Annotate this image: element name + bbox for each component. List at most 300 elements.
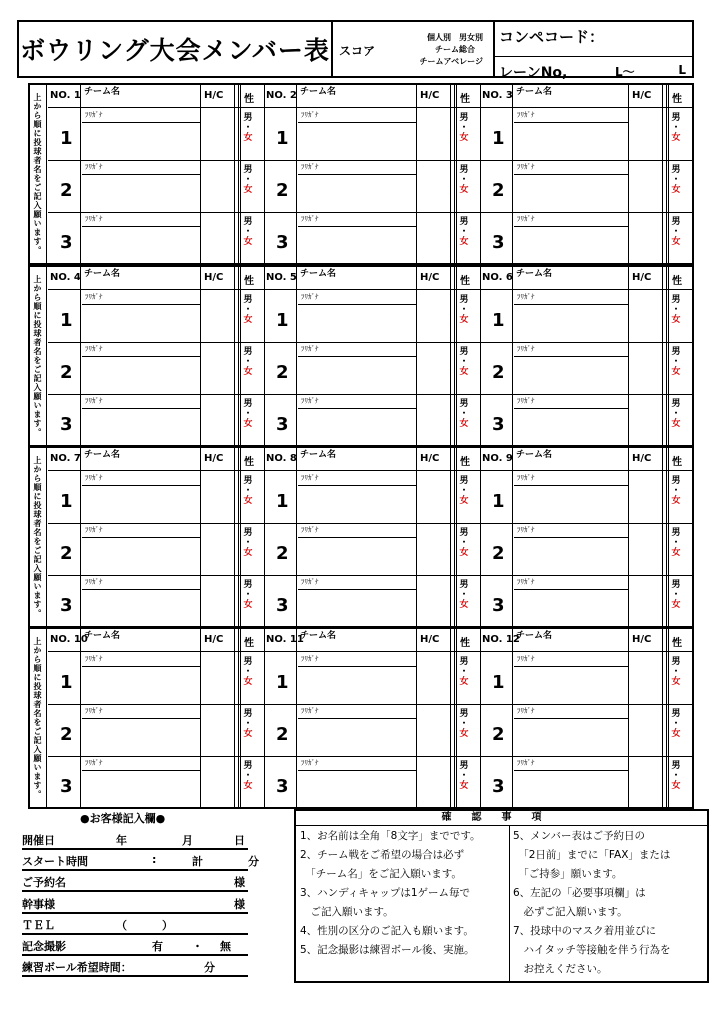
confirm-item: 5、メンバー表はご予約日の <box>513 830 645 842</box>
sex-label: 性 <box>244 457 254 468</box>
female-option: 女 <box>459 367 469 377</box>
female-option: 女 <box>459 133 469 143</box>
sex-options <box>670 709 682 739</box>
team-section <box>480 629 692 807</box>
female-option: 女 <box>671 781 681 791</box>
furigana-label: ﾌﾘｶﾞﾅ <box>85 526 103 534</box>
male-option: 男 <box>459 399 469 409</box>
separator-dot: ・ <box>671 305 681 315</box>
guest-form-row[interactable] <box>22 915 248 935</box>
confirm-item: 4、性別の区分のご記入も願います。 <box>300 925 474 937</box>
player-number: 1 <box>492 310 505 331</box>
furigana-label: ﾌﾘｶﾞﾅ <box>517 215 535 223</box>
hc-label: H/C <box>420 634 440 645</box>
male-option: 男 <box>243 217 253 227</box>
sex-options <box>242 217 254 247</box>
team-name-label: チーム名 <box>516 87 553 97</box>
confirm-item: 3、ハンディキャップは1ゲーム毎で <box>300 887 471 899</box>
guest-form-row[interactable] <box>22 872 248 892</box>
player-row <box>264 652 480 705</box>
confirm-item: 「ご持参」願います。 <box>513 868 623 880</box>
player-row <box>264 575 480 627</box>
furigana-label: ﾌﾘｶﾞﾅ <box>517 111 535 119</box>
player-number: 2 <box>60 362 73 383</box>
guest-form-row[interactable] <box>22 851 259 871</box>
sex-label: 性 <box>460 94 470 105</box>
separator-dot: ・ <box>243 175 253 185</box>
furigana-label: ﾌﾘｶﾞﾅ <box>517 759 535 767</box>
female-option: 女 <box>459 315 469 325</box>
side-instruction: 上から順に投球者名をご記入願います。 <box>33 637 42 799</box>
score-option: チーム総合 <box>435 45 475 54</box>
female-option: 女 <box>459 600 469 610</box>
separator-dot: ・ <box>459 305 469 315</box>
female-option: 女 <box>243 677 253 687</box>
separator-dot: ・ <box>459 409 469 419</box>
player-row <box>480 575 692 627</box>
team-section <box>264 85 481 263</box>
sex-label: 性 <box>672 638 682 649</box>
sex-options <box>458 165 470 195</box>
sex-options <box>242 709 254 739</box>
confirm-item: ハイタッチ等接触を伴う行為を <box>513 944 671 956</box>
male-option: 男 <box>459 295 469 305</box>
player-number: 3 <box>60 414 73 435</box>
sex-options <box>670 580 682 610</box>
furigana-label: ﾌﾘｶﾞﾅ <box>301 163 319 171</box>
player-number: 3 <box>276 595 289 616</box>
furigana-label: ﾌﾘｶﾞﾅ <box>517 163 535 171</box>
furigana-label: ﾌﾘｶﾞﾅ <box>301 655 319 663</box>
sex-options <box>458 399 470 429</box>
team-number: NO. 1 <box>50 90 81 101</box>
team-name-label: チーム名 <box>300 87 337 97</box>
sex-label: 性 <box>244 276 254 287</box>
female-option: 女 <box>459 185 469 195</box>
player-row <box>48 652 264 705</box>
team-section <box>264 629 481 807</box>
guest-form-row[interactable] <box>22 830 248 850</box>
female-option: 女 <box>243 237 253 247</box>
player-number: 3 <box>492 232 505 253</box>
player-number: 1 <box>492 491 505 512</box>
separator-dot: ・ <box>459 590 469 600</box>
team-section <box>48 629 265 807</box>
hc-label: H/C <box>204 453 224 464</box>
player-row <box>264 108 480 161</box>
player-row <box>48 756 264 808</box>
separator-dot: ・ <box>243 771 253 781</box>
sex-label: 性 <box>244 94 254 105</box>
sex-options <box>670 113 682 143</box>
player-number: 2 <box>492 362 505 383</box>
separator-dot: ・ <box>671 590 681 600</box>
separator-dot: ・ <box>671 771 681 781</box>
player-row <box>480 108 692 161</box>
male-option: 男 <box>459 165 469 175</box>
furigana-label: ﾌﾘｶﾞﾅ <box>85 345 103 353</box>
sex-label: 性 <box>460 638 470 649</box>
female-option: 女 <box>671 496 681 506</box>
team-name-label: チーム名 <box>84 269 121 279</box>
separator-dot: ・ <box>243 538 253 548</box>
separator-dot: ・ <box>671 123 681 133</box>
player-number: 3 <box>276 232 289 253</box>
male-option: 男 <box>243 476 253 486</box>
lane-label: レーンNo, <box>499 65 568 81</box>
sex-options <box>242 165 254 195</box>
player-row <box>480 471 692 524</box>
furigana-label: ﾌﾘｶﾞﾅ <box>517 578 535 586</box>
player-number: 2 <box>492 724 505 745</box>
male-option: 男 <box>243 347 253 357</box>
player-row <box>48 290 264 343</box>
competition-code-section <box>493 20 694 81</box>
separator-dot: ・ <box>671 667 681 677</box>
male-option: 男 <box>243 761 253 771</box>
confirm-item: 6、左記の「必要事項欄」は <box>513 887 646 899</box>
guest-form-row[interactable] <box>22 936 248 956</box>
team-section <box>48 448 265 626</box>
female-option: 女 <box>243 185 253 195</box>
male-option: 男 <box>459 217 469 227</box>
guest-form-label: 練習ボール希望時間： <box>22 961 132 974</box>
female-option: 女 <box>671 237 681 247</box>
furigana-label: ﾌﾘｶﾞﾅ <box>85 707 103 715</box>
team-name-label: チーム名 <box>516 269 553 279</box>
separator-dot: ・ <box>243 305 253 315</box>
player-number: 2 <box>60 724 73 745</box>
male-option: 男 <box>671 295 681 305</box>
hc-label: H/C <box>420 90 440 101</box>
confirm-item: 「2日前」までに「FAX」または <box>513 849 671 861</box>
player-number: 1 <box>60 310 73 331</box>
sex-options <box>670 528 682 558</box>
furigana-label: ﾌﾘｶﾞﾅ <box>85 215 103 223</box>
male-option: 男 <box>243 580 253 590</box>
female-option: 女 <box>459 677 469 687</box>
guest-form-label: 記念撮影 <box>22 940 66 953</box>
player-row <box>480 704 692 757</box>
guest-form-unit: 月 <box>182 834 193 847</box>
team-section <box>48 267 265 445</box>
male-option: 男 <box>243 399 253 409</box>
furigana-label: ﾌﾘｶﾞﾅ <box>85 163 103 171</box>
team-block <box>28 83 694 265</box>
male-option: 男 <box>243 709 253 719</box>
male-option: 男 <box>459 347 469 357</box>
team-name-label: チーム名 <box>300 450 337 460</box>
sex-options <box>242 528 254 558</box>
sex-options <box>458 476 470 506</box>
separator-dot: ・ <box>671 357 681 367</box>
male-option: 男 <box>459 709 469 719</box>
female-option: 女 <box>671 548 681 558</box>
hc-label: H/C <box>420 272 440 283</box>
sex-label: 性 <box>672 94 682 105</box>
score-option: 個人別 男女別 <box>427 33 483 42</box>
sex-options <box>670 476 682 506</box>
sex-options <box>458 113 470 143</box>
team-number: NO. 6 <box>482 272 513 283</box>
furigana-label: ﾌﾘｶﾞﾅ <box>517 526 535 534</box>
female-option: 女 <box>243 600 253 610</box>
male-option: 男 <box>671 399 681 409</box>
female-option: 女 <box>243 781 253 791</box>
furigana-label: ﾌﾘｶﾞﾅ <box>301 293 319 301</box>
sex-options <box>242 113 254 143</box>
player-number: 3 <box>492 776 505 797</box>
confirm-item: お控えください。 <box>513 963 608 975</box>
male-option: 男 <box>671 709 681 719</box>
team-number: NO. 4 <box>50 272 81 283</box>
female-option: 女 <box>671 729 681 739</box>
sex-options <box>670 165 682 195</box>
separator-dot: ・ <box>243 227 253 237</box>
male-option: 男 <box>671 165 681 175</box>
furigana-label: ﾌﾘｶﾞﾅ <box>301 111 319 119</box>
hc-label: H/C <box>420 453 440 464</box>
player-number: 3 <box>60 776 73 797</box>
score-type-section <box>333 20 493 78</box>
side-instruction: 上から順に投球者名をご記入願います。 <box>33 456 42 618</box>
female-option: 女 <box>243 315 253 325</box>
confirm-item: 「チーム名」をご記入願います。 <box>300 868 462 880</box>
player-number: 1 <box>492 672 505 693</box>
sex-options <box>242 399 254 429</box>
sex-options <box>458 528 470 558</box>
team-name-label: チーム名 <box>516 450 553 460</box>
female-option: 女 <box>671 677 681 687</box>
separator-dot: ・ <box>671 486 681 496</box>
player-number: 3 <box>276 414 289 435</box>
furigana-label: ﾌﾘｶﾞﾅ <box>517 397 535 405</box>
page-title: ボウリング大会メンバー表 <box>17 20 333 78</box>
male-option: 男 <box>459 476 469 486</box>
furigana-label: ﾌﾘｶﾞﾅ <box>85 759 103 767</box>
separator-dot: ・ <box>671 175 681 185</box>
player-row <box>480 652 692 705</box>
male-option: 男 <box>671 217 681 227</box>
male-option: 男 <box>671 657 681 667</box>
confirm-item: ご記入願います。 <box>300 906 394 918</box>
confirmation-box <box>294 809 709 983</box>
sex-label: 性 <box>672 276 682 287</box>
player-row <box>48 575 264 627</box>
sex-label: 性 <box>672 457 682 468</box>
furigana-label: ﾌﾘｶﾞﾅ <box>517 474 535 482</box>
male-option: 男 <box>459 657 469 667</box>
team-name-label: チーム名 <box>84 450 121 460</box>
guest-form-title: ●お客様記入欄● <box>80 812 166 825</box>
male-option: 男 <box>671 528 681 538</box>
player-row <box>48 471 264 524</box>
team-number: NO. 8 <box>266 453 297 464</box>
player-number: 2 <box>276 543 289 564</box>
female-option: 女 <box>671 419 681 429</box>
male-option: 男 <box>243 528 253 538</box>
male-option: 男 <box>243 165 253 175</box>
furigana-label: ﾌﾘｶﾞﾅ <box>517 345 535 353</box>
female-option: 女 <box>243 729 253 739</box>
female-option: 女 <box>459 781 469 791</box>
team-number: NO. 9 <box>482 453 513 464</box>
furigana-label: ﾌﾘｶﾞﾅ <box>301 345 319 353</box>
team-number: NO. 10 <box>50 634 88 645</box>
sex-options <box>458 347 470 377</box>
furigana-label: ﾌﾘｶﾞﾅ <box>301 526 319 534</box>
male-option: 男 <box>459 580 469 590</box>
hc-label: H/C <box>204 272 224 283</box>
female-option: 女 <box>671 315 681 325</box>
male-option: 男 <box>243 657 253 667</box>
sex-options <box>242 347 254 377</box>
male-option: 男 <box>671 580 681 590</box>
furigana-label: ﾌﾘｶﾞﾅ <box>85 293 103 301</box>
hc-label: H/C <box>632 272 652 283</box>
team-number: NO. 3 <box>482 90 513 101</box>
guest-form-unit: 分 <box>248 855 259 868</box>
separator-dot: ・ <box>243 590 253 600</box>
female-option: 女 <box>243 367 253 377</box>
team-block <box>28 627 694 809</box>
player-number: 3 <box>492 595 505 616</box>
confirm-item: 7、投球中のマスク着用並びに <box>513 925 657 937</box>
hc-label: H/C <box>632 90 652 101</box>
female-option: 女 <box>459 496 469 506</box>
sex-label: 性 <box>244 638 254 649</box>
sex-label: 性 <box>460 276 470 287</box>
player-number: 3 <box>60 232 73 253</box>
sex-options <box>458 295 470 325</box>
sex-options <box>242 476 254 506</box>
hc-label: H/C <box>204 634 224 645</box>
guest-form-unit: ） <box>162 919 173 932</box>
team-block <box>28 446 694 628</box>
team-number: NO. 5 <box>266 272 297 283</box>
female-option: 女 <box>459 419 469 429</box>
furigana-label: ﾌﾘｶﾞﾅ <box>85 397 103 405</box>
team-name-label: チーム名 <box>516 631 553 641</box>
player-row <box>264 471 480 524</box>
furigana-label: ﾌﾘｶﾞﾅ <box>301 215 319 223</box>
confirmation-title: 確認事項 <box>296 811 707 826</box>
separator-dot: ・ <box>459 538 469 548</box>
player-row <box>48 394 264 446</box>
separator-dot: ・ <box>243 667 253 677</box>
player-number: 3 <box>492 414 505 435</box>
player-row <box>480 523 692 576</box>
team-number: NO. 7 <box>50 453 81 464</box>
player-row <box>480 212 692 264</box>
player-number: 1 <box>492 128 505 149</box>
team-section <box>264 448 481 626</box>
separator-dot: ・ <box>459 175 469 185</box>
player-number: 3 <box>60 595 73 616</box>
player-row <box>264 290 480 343</box>
player-number: 2 <box>492 543 505 564</box>
furigana-label: ﾌﾘｶﾞﾅ <box>517 293 535 301</box>
guest-form-label: ＴＥＬ <box>22 919 55 932</box>
male-option: 男 <box>671 347 681 357</box>
furigana-label: ﾌﾘｶﾞﾅ <box>85 474 103 482</box>
sex-options <box>670 295 682 325</box>
guest-form-unit: 様 <box>234 898 245 911</box>
player-number: 1 <box>60 672 73 693</box>
furigana-label: ﾌﾘｶﾞﾅ <box>85 578 103 586</box>
sex-options <box>242 657 254 687</box>
sex-options <box>458 657 470 687</box>
confirm-item: 1、お名前は全角「8文字」までです。 <box>300 830 481 842</box>
hc-label: H/C <box>632 634 652 645</box>
player-number: 2 <box>276 362 289 383</box>
player-row <box>48 342 264 395</box>
male-option: 男 <box>459 113 469 123</box>
team-name-label: チーム名 <box>300 269 337 279</box>
score-option: チームアベレージ <box>419 57 483 66</box>
separator-dot: ・ <box>459 227 469 237</box>
player-row <box>264 160 480 213</box>
furigana-label: ﾌﾘｶﾞﾅ <box>517 655 535 663</box>
player-row <box>264 342 480 395</box>
guest-form-unit: 有 <box>152 940 163 953</box>
sex-options <box>458 580 470 610</box>
sex-options <box>458 217 470 247</box>
guest-form-unit: 日 <box>234 834 245 847</box>
confirm-item: 必ずご記入願います。 <box>513 906 628 918</box>
player-row <box>264 212 480 264</box>
team-name-label: チーム名 <box>300 631 337 641</box>
side-instruction: 上から順に投球者名をご記入願います。 <box>33 275 42 437</box>
guest-form-unit: 計 <box>192 855 203 868</box>
side-instruction: 上から順に投球者名をご記入願います。 <box>33 93 42 255</box>
score-label: スコア <box>339 44 376 58</box>
player-number: 2 <box>60 180 73 201</box>
guest-form-row[interactable] <box>22 957 248 977</box>
hc-label: H/C <box>632 453 652 464</box>
male-option: 男 <box>671 761 681 771</box>
player-row <box>480 290 692 343</box>
guest-form-unit: （ <box>116 919 127 932</box>
player-row <box>480 756 692 808</box>
guest-form-row[interactable] <box>22 894 248 914</box>
sex-options <box>242 295 254 325</box>
sex-options <box>458 709 470 739</box>
separator-dot: ・ <box>459 719 469 729</box>
player-row <box>480 342 692 395</box>
player-row <box>48 212 264 264</box>
male-option: 男 <box>671 476 681 486</box>
male-option: 男 <box>243 113 253 123</box>
sex-options <box>670 347 682 377</box>
team-section <box>264 267 481 445</box>
separator-dot: ・ <box>243 409 253 419</box>
lane-to-label: L～ <box>615 65 635 79</box>
player-row <box>264 704 480 757</box>
furigana-label: ﾌﾘｶﾞﾅ <box>301 474 319 482</box>
team-section <box>480 267 692 445</box>
female-option: 女 <box>671 367 681 377</box>
player-row <box>480 394 692 446</box>
guest-form-label: 幹事様 <box>22 898 55 911</box>
separator-dot: ・ <box>459 486 469 496</box>
separator-dot: ・ <box>243 357 253 367</box>
separator-dot: ・ <box>459 123 469 133</box>
separator-dot: ・ <box>243 719 253 729</box>
guest-form-unit: 様 <box>234 876 245 889</box>
confirm-item: 2、チーム戦をご希望の場合は必ず <box>300 849 465 861</box>
team-section <box>480 85 692 263</box>
